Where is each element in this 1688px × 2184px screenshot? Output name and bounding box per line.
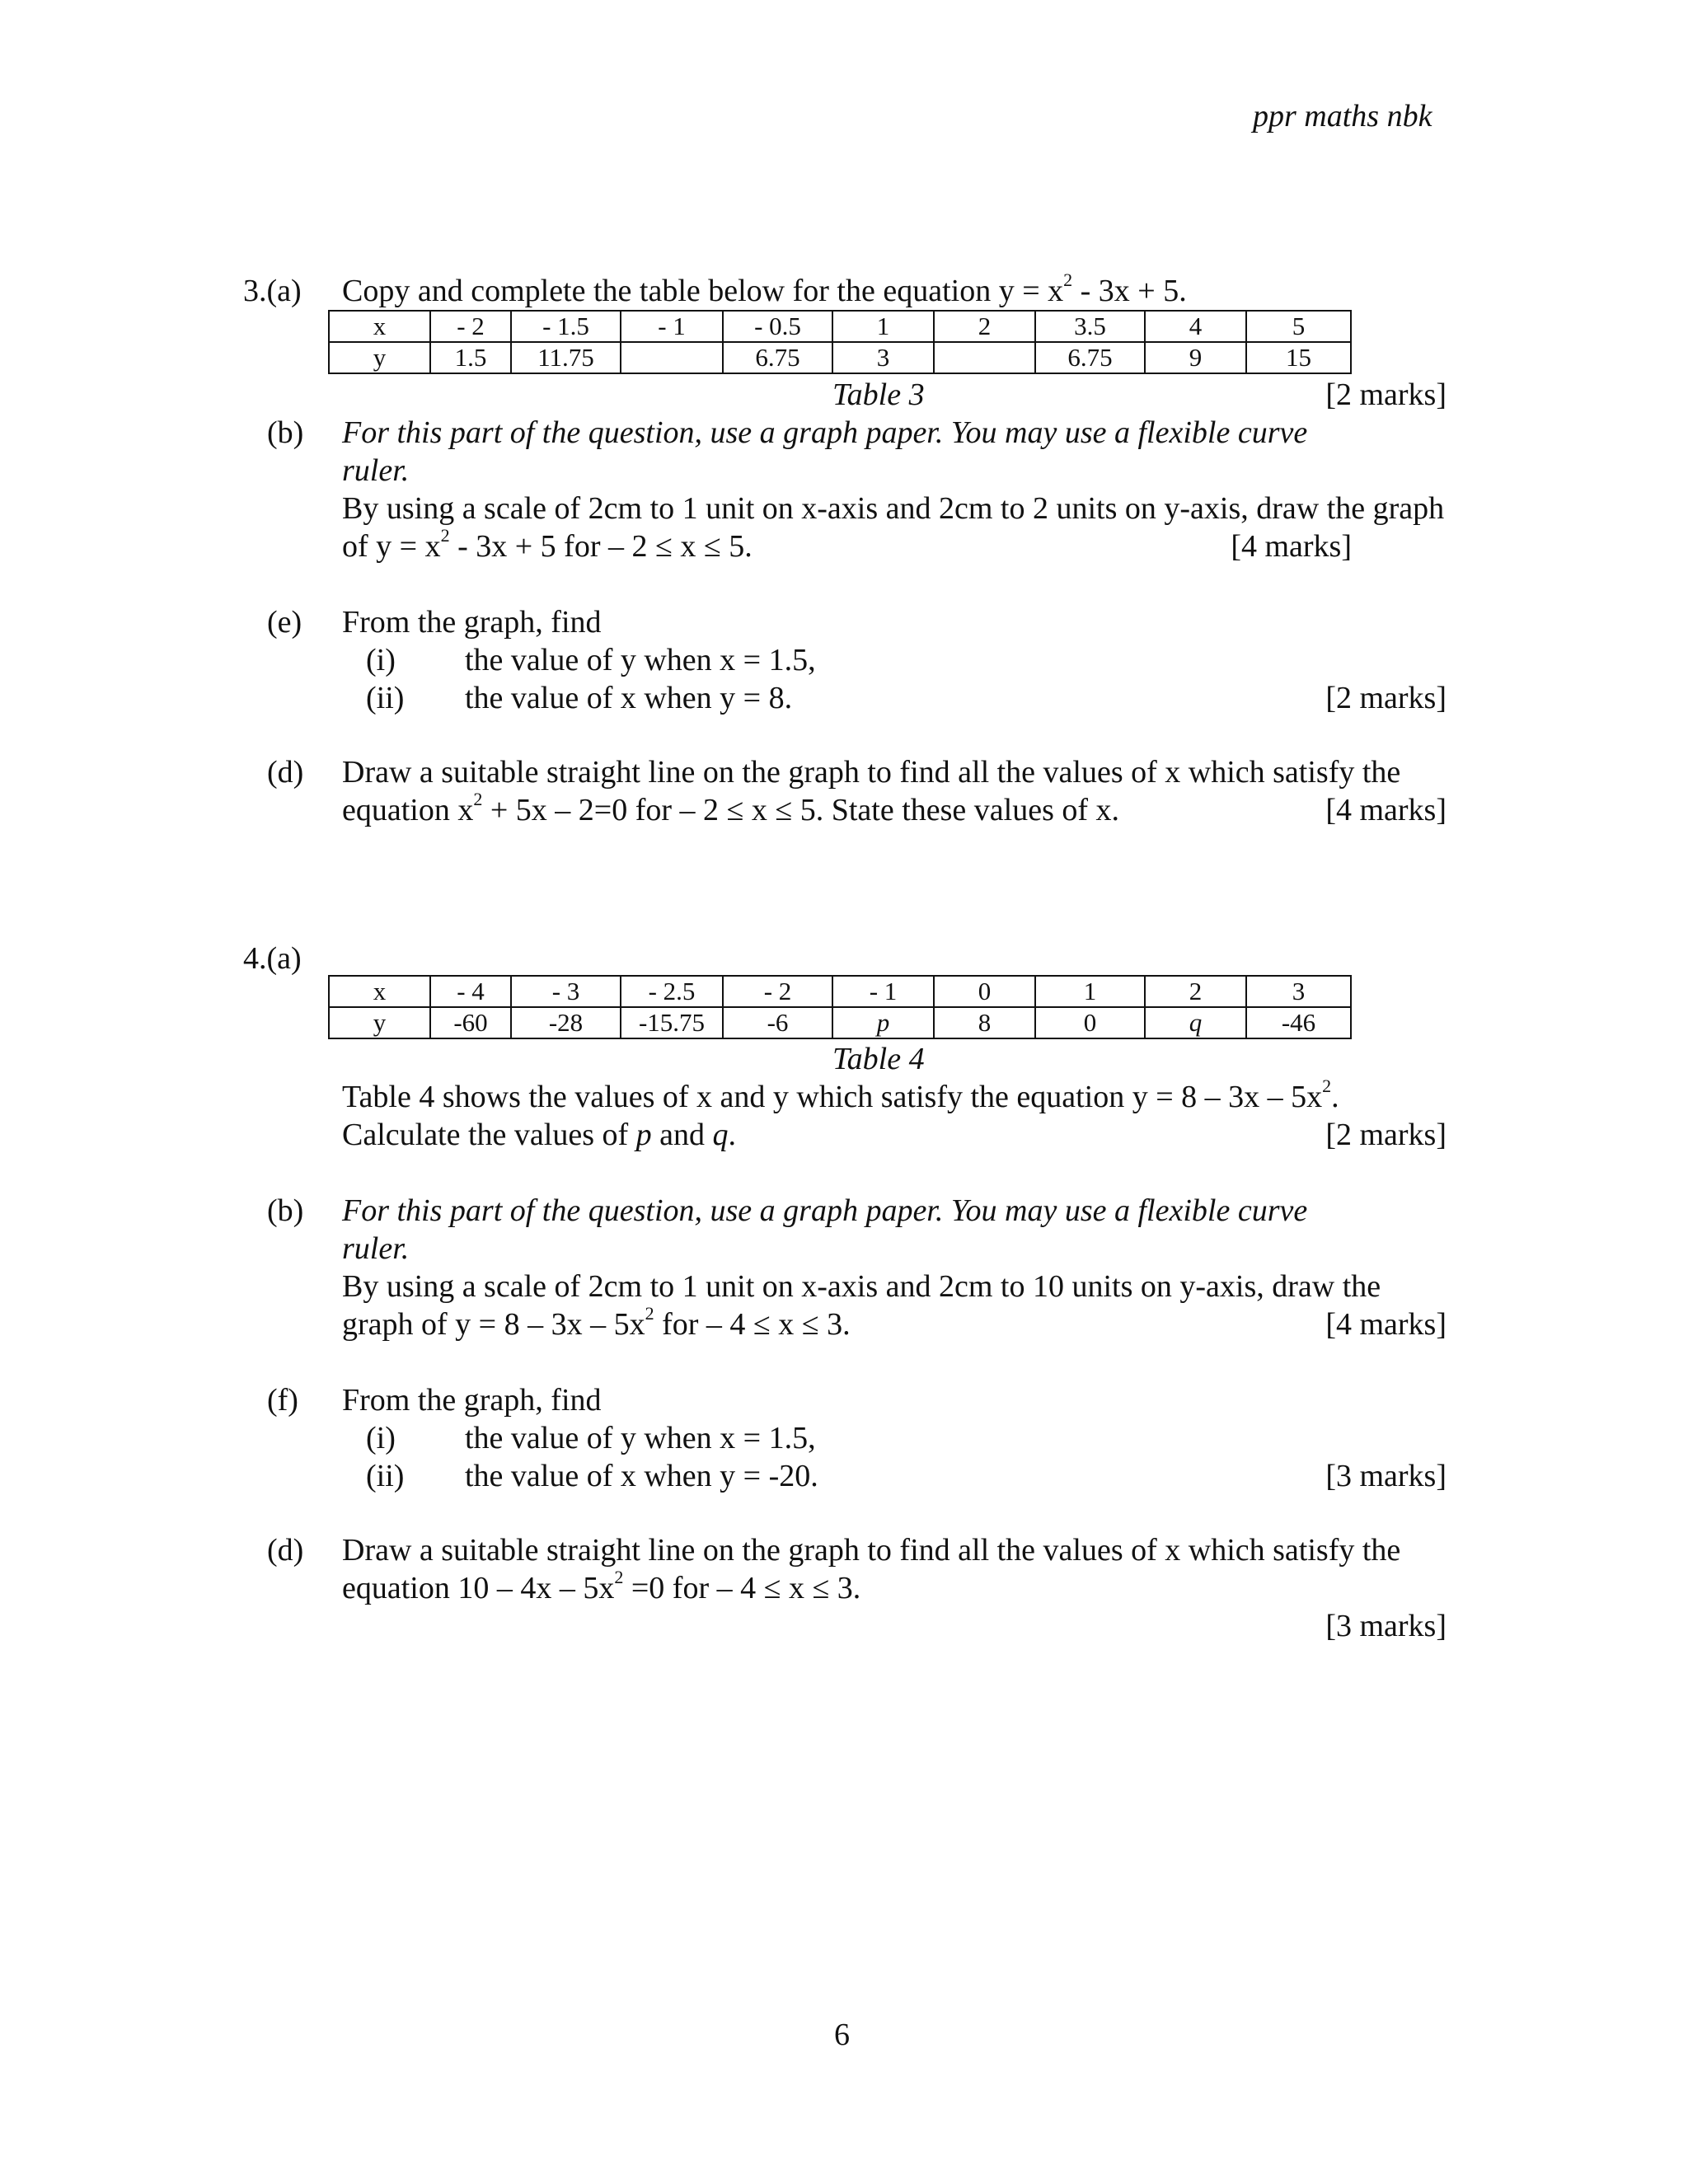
table-cell: 15 [1246,342,1351,373]
table-cell: 2 [934,311,1035,342]
q4f-text: From the graph, find [342,1383,602,1418]
table-cell: 3.5 [1035,311,1145,342]
table-cell: y [329,342,430,373]
q4a-text-line2: Calculate the values of p and q. [342,1118,737,1152]
table-4-x-row [329,976,1351,1007]
q3b-text-line3: By using a scale of 2cm to 1 unit on x-axis and 2cm to 2 units on y-axis, draw the graph [342,491,1445,526]
q4b-instruction-line2: ruler. [342,1231,410,1266]
q3b-label: (b) [267,415,304,450]
table-4-caption: Table 4 [832,1042,925,1076]
table-4-y-row [329,1007,1351,1038]
q3b-instruction-line1: For this part of the question, use a graph paper. You may use a flexible curve [342,415,1308,450]
table-cell: -46 [1246,1007,1351,1038]
table-3 [328,310,1352,374]
table-cell: - 2.5 [621,976,723,1007]
table-3-caption: Table 3 [832,377,925,412]
q3d-marks: [4 marks] [1325,793,1447,827]
q3e-i-text: the value of y when x = 1.5, [465,643,816,677]
table-cell: 4 [1145,311,1246,342]
q4d-text-line2: equation $10 - 4x - 5x^2 =0$ for – 4 ≤ x ≤ 3. [342,1567,861,1605]
q3e-marks: [2 marks] [1325,681,1447,715]
table-cell: x [329,311,430,342]
table-3-x-row [329,311,1351,342]
q4f-label: (f) [267,1383,298,1418]
table-cell: -60 [430,1007,511,1038]
table-cell: - 0.5 [723,311,832,342]
q4b-text-line4: graph of $y = 8 - 3x - 5x^2$ for – 4 ≤ x ≤ 3. [342,1303,851,1342]
table-cell [934,342,1035,373]
q4f-ii-text: the value of x when y = -20. [465,1459,818,1493]
q3e-text: From the graph, find [342,605,602,640]
table-cell: 3 [1246,976,1351,1007]
table-cell: q [1145,1007,1246,1038]
table-cell [621,342,723,373]
table-cell: 6.75 [1035,342,1145,373]
page-number: 6 [834,2018,850,2052]
q4f-i-text: the value of y when x = 1.5, [465,1421,816,1455]
table-cell: - 1 [621,311,723,342]
q3b-marks: [4 marks] [1231,529,1352,564]
q3a-marks: [2 marks] [1325,377,1447,412]
table-cell: 2 [1145,976,1246,1007]
q4b-label: (b) [267,1193,304,1228]
table-cell: -6 [723,1007,832,1038]
q3d-label: (d) [267,755,304,790]
q4d-label: (d) [267,1533,304,1568]
q3b-instruction-line2: ruler. [342,453,410,488]
q4f-ii-label: (ii) [366,1459,405,1493]
table-cell: - 2 [723,976,832,1007]
q4b-instruction-line1: For this part of the question, use a graph paper. You may use a flexible curve [342,1193,1308,1228]
q4b-text-line3: By using a scale of 2cm to 1 unit on x-axis and 2cm to 10 units on y-axis, draw the [342,1269,1381,1304]
table-cell: y [329,1007,430,1038]
q3a-instruction: Copy and complete the table below for the equation $y = x^2 - 3x + 5$. [342,269,1187,308]
table-cell: -28 [511,1007,621,1038]
table-cell: 1.5 [430,342,511,373]
q3e-ii-text: the value of x when y = 8. [465,681,793,715]
q4b-marks: [4 marks] [1325,1307,1447,1342]
q4a-text-line1: Table 4 shows the values of x and y which satisfy the equation $y = 8 - 3x - 5x^2$. [342,1076,1339,1114]
table-cell: - 3 [511,976,621,1007]
q4d-text-line1: Draw a suitable straight line on the graph to find all the values of x which satisfy the [342,1533,1401,1568]
q4d-marks: [3 marks] [1325,1609,1447,1643]
q4f-i-label: (i) [366,1421,396,1455]
table-cell: 11.75 [511,342,621,373]
table-cell: 0 [934,976,1035,1007]
q3e-label: (e) [267,605,302,640]
q3a-label: 3.(a) [243,274,302,308]
q3d-text-line2: equation $x^2 + 5x - 2=0$ for – 2 ≤ x ≤ 5. State these values of x. [342,789,1120,827]
q3d-text-line1: Draw a suitable straight line on the graph to find all the values of x which satisfy the [342,755,1401,790]
table-cell: - 2 [430,311,511,342]
table-cell: 9 [1145,342,1246,373]
table-cell: 5 [1246,311,1351,342]
table-cell: p [832,1007,934,1038]
page-header: ppr maths nbk [1253,99,1432,134]
table-cell: 8 [934,1007,1035,1038]
table-cell: - 4 [430,976,511,1007]
table-3-y-row [329,342,1351,373]
table-cell: -15.75 [621,1007,723,1038]
table-cell: - 1.5 [511,311,621,342]
table-cell: 0 [1035,1007,1145,1038]
q3b-text-line4: of $y = x^2 - 3x + 5$ for – 2 ≤ x ≤ 5. [342,525,753,564]
table-cell: 1 [1035,976,1145,1007]
q4a-marks: [2 marks] [1325,1118,1447,1152]
table-cell: 1 [832,311,934,342]
q4f-marks: [3 marks] [1325,1459,1447,1493]
table-cell: - 1 [832,976,934,1007]
table-4 [328,975,1352,1039]
q4a-label: 4.(a) [243,941,302,976]
table-cell: x [329,976,430,1007]
q3e-i-label: (i) [366,643,396,677]
table-cell: 6.75 [723,342,832,373]
q3e-ii-label: (ii) [366,681,405,715]
table-cell: 3 [832,342,934,373]
